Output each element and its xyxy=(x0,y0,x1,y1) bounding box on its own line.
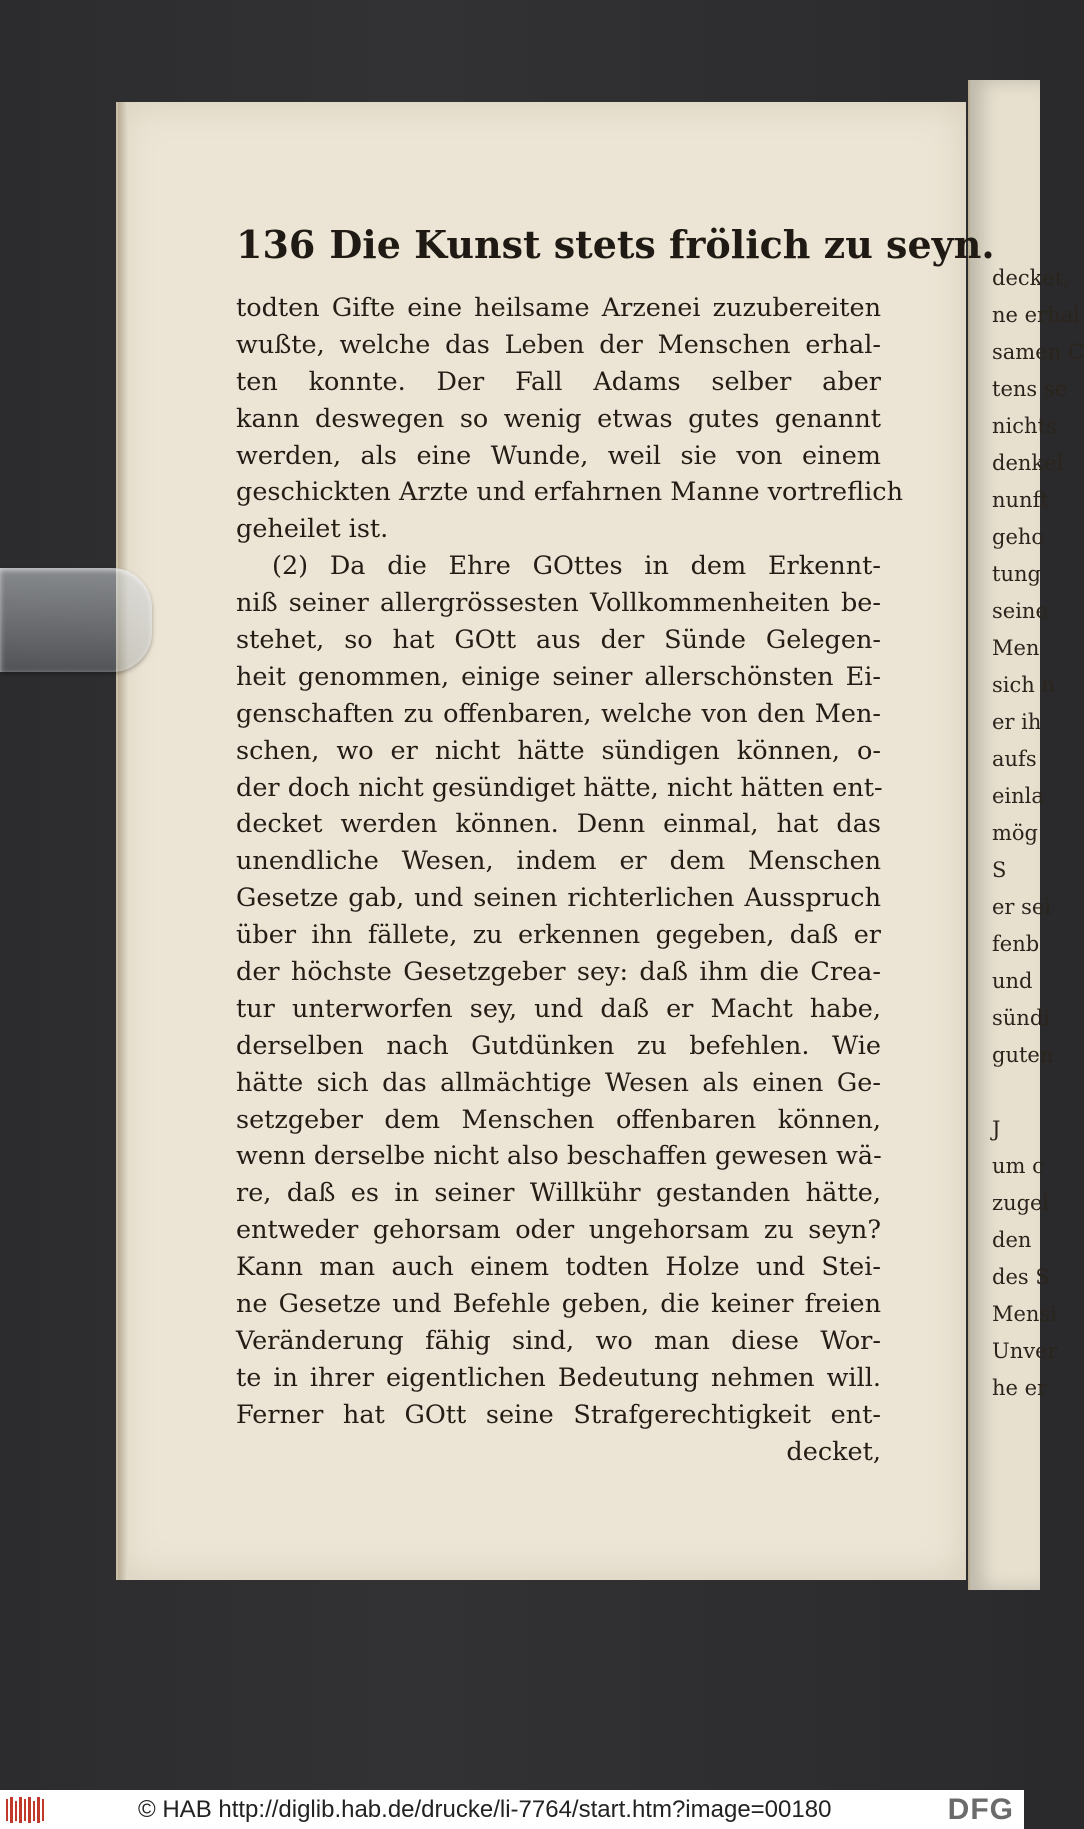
facing-page-line: decket, xyxy=(992,266,1070,290)
facing-page-line: tens se xyxy=(992,377,1068,401)
facing-page-line: er sei xyxy=(992,895,1052,919)
text-line: der höchste Gesetzgeber sey: daß ihm die Crea- xyxy=(236,957,881,988)
facing-page-line: J xyxy=(992,1117,1001,1141)
facing-page-line: samen C xyxy=(992,340,1084,364)
text-line: wenn derselbe nicht also beschaffen gewesen wä- xyxy=(236,1141,882,1172)
text-line: setzgeber dem Menschen offenbaren können, xyxy=(236,1104,881,1135)
text-line: todten Gifte eine heilsame Arzenei zuzubereiten xyxy=(236,293,881,323)
viewer-footer xyxy=(0,1790,1024,1829)
page-clip xyxy=(0,568,152,672)
text-line: geheilet ist. xyxy=(236,514,389,545)
text-line: te in ihrer eigentlichen Bedeutung nehmen will. xyxy=(236,1362,881,1393)
text-line: (2) Da die Ehre GOttes in dem Erkennt- xyxy=(272,551,881,582)
text-line: tur unterworfen sey, und daß er Macht habe, xyxy=(236,993,881,1024)
facing-page-line: seine xyxy=(992,599,1048,623)
text-line: kann deswegen so wenig etwas gutes genannt xyxy=(236,403,881,434)
catchword: decket, xyxy=(786,1436,881,1467)
running-title: Die Kunst stets frölich zu seyn. xyxy=(329,222,995,267)
text-line: schen, wo er nicht hätte sündigen können, o- xyxy=(236,735,881,766)
page-number: 136 xyxy=(236,222,316,267)
facing-page-line: tung xyxy=(992,562,1041,586)
facing-page-line: des S xyxy=(992,1265,1050,1289)
facing-page-line: zugel xyxy=(992,1191,1050,1215)
dfg-logo: DFG xyxy=(947,1793,1014,1826)
facing-page-line: um c xyxy=(992,1154,1044,1178)
facing-page-line: den xyxy=(992,1228,1032,1252)
facing-page-line: he er xyxy=(992,1376,1048,1400)
facing-page-line: mög xyxy=(992,821,1038,845)
facing-page-line: fenb xyxy=(992,932,1040,956)
page-body xyxy=(236,290,903,1471)
text-line: wußte, welche das Leben der Menschen erhal- xyxy=(236,329,881,360)
text-line: der doch nicht gesündiget hätte, nicht hätten ent- xyxy=(236,772,883,803)
facing-page-line: und xyxy=(992,969,1033,993)
facing-page-line xyxy=(970,1074,1084,1111)
text-line: niß seiner allergrössesten Vollkommenheiten be- xyxy=(236,588,881,619)
facing-page-line: er ih xyxy=(992,710,1042,734)
text-line: Veränderung fähig sind, wo man diese Wor- xyxy=(236,1325,881,1356)
facing-page-edge xyxy=(968,80,1084,1590)
text-line: ten konnte. Der Fall Adams selber aber xyxy=(236,366,881,397)
text-line: entweder gehorsam oder ungehorsam zu seyn? xyxy=(236,1215,881,1246)
facing-page-line: einla xyxy=(992,784,1044,808)
text-line: stehet, so hat GOtt aus der Sünde Gelegen- xyxy=(236,625,881,656)
facing-page-line: nichts xyxy=(992,414,1057,438)
facing-page-line: Men xyxy=(992,636,1040,660)
facing-page-line: S xyxy=(992,858,1007,882)
text-line: re, daß es in seiner Willkühr gestanden hätte, xyxy=(236,1178,881,1209)
text-line: ne Gesetze und Befehle geben, die keiner freien xyxy=(236,1289,881,1320)
text-line: werden, als eine Wunde, weil sie von einem xyxy=(236,440,881,471)
facing-page-line: Mensi xyxy=(992,1302,1057,1326)
text-line: Gesetze gab, und seinen richterlichen Ausspruch xyxy=(236,883,881,914)
facing-page-line: ne erhal xyxy=(992,303,1080,327)
text-line: unendliche Wesen, indem er dem Menschen xyxy=(236,846,881,877)
text-line: Kann man auch einem todten Holze und Stei- xyxy=(236,1252,881,1283)
facing-page-line: guten xyxy=(992,1043,1054,1067)
hab-barcode-logo-icon xyxy=(6,1797,44,1823)
facing-page-line: denkel xyxy=(992,451,1064,475)
facing-page-line: aufs xyxy=(992,747,1037,771)
facing-page-fragments xyxy=(970,260,1084,1407)
text-line: decket werden können. Denn einmal, hat das xyxy=(236,809,881,840)
facing-page-line: sündi xyxy=(992,1006,1050,1030)
text-line: geschickten Arzte und erfahrnen Manne vortreflich xyxy=(236,477,903,508)
text-line: Ferner hat GOtt seine Strafgerechtigkeit ent- xyxy=(236,1399,881,1430)
facing-page-line: Unver xyxy=(992,1339,1058,1363)
facing-page-line: geho xyxy=(992,525,1045,549)
text-line: genschaften zu offenbaren, welche von den Men- xyxy=(236,698,881,729)
page-header xyxy=(236,222,995,267)
text-line: derselben nach Gutdünken zu befehlen. Wie xyxy=(236,1030,881,1061)
text-line: heit genommen, einige seiner allerschönsten Ei- xyxy=(236,661,881,692)
facing-page-line: sich n xyxy=(992,673,1055,697)
text-line: über ihn fällete, zu erkennen gegeben, daß er xyxy=(236,920,881,951)
text-line: hätte sich das allmächtige Wesen als einen Ge- xyxy=(236,1067,881,1098)
source-link[interactable]: © HAB http://diglib.hab.de/drucke/li-7764/start.htm?image=00180 xyxy=(138,1796,832,1823)
facing-page-line: nunft xyxy=(992,488,1049,512)
